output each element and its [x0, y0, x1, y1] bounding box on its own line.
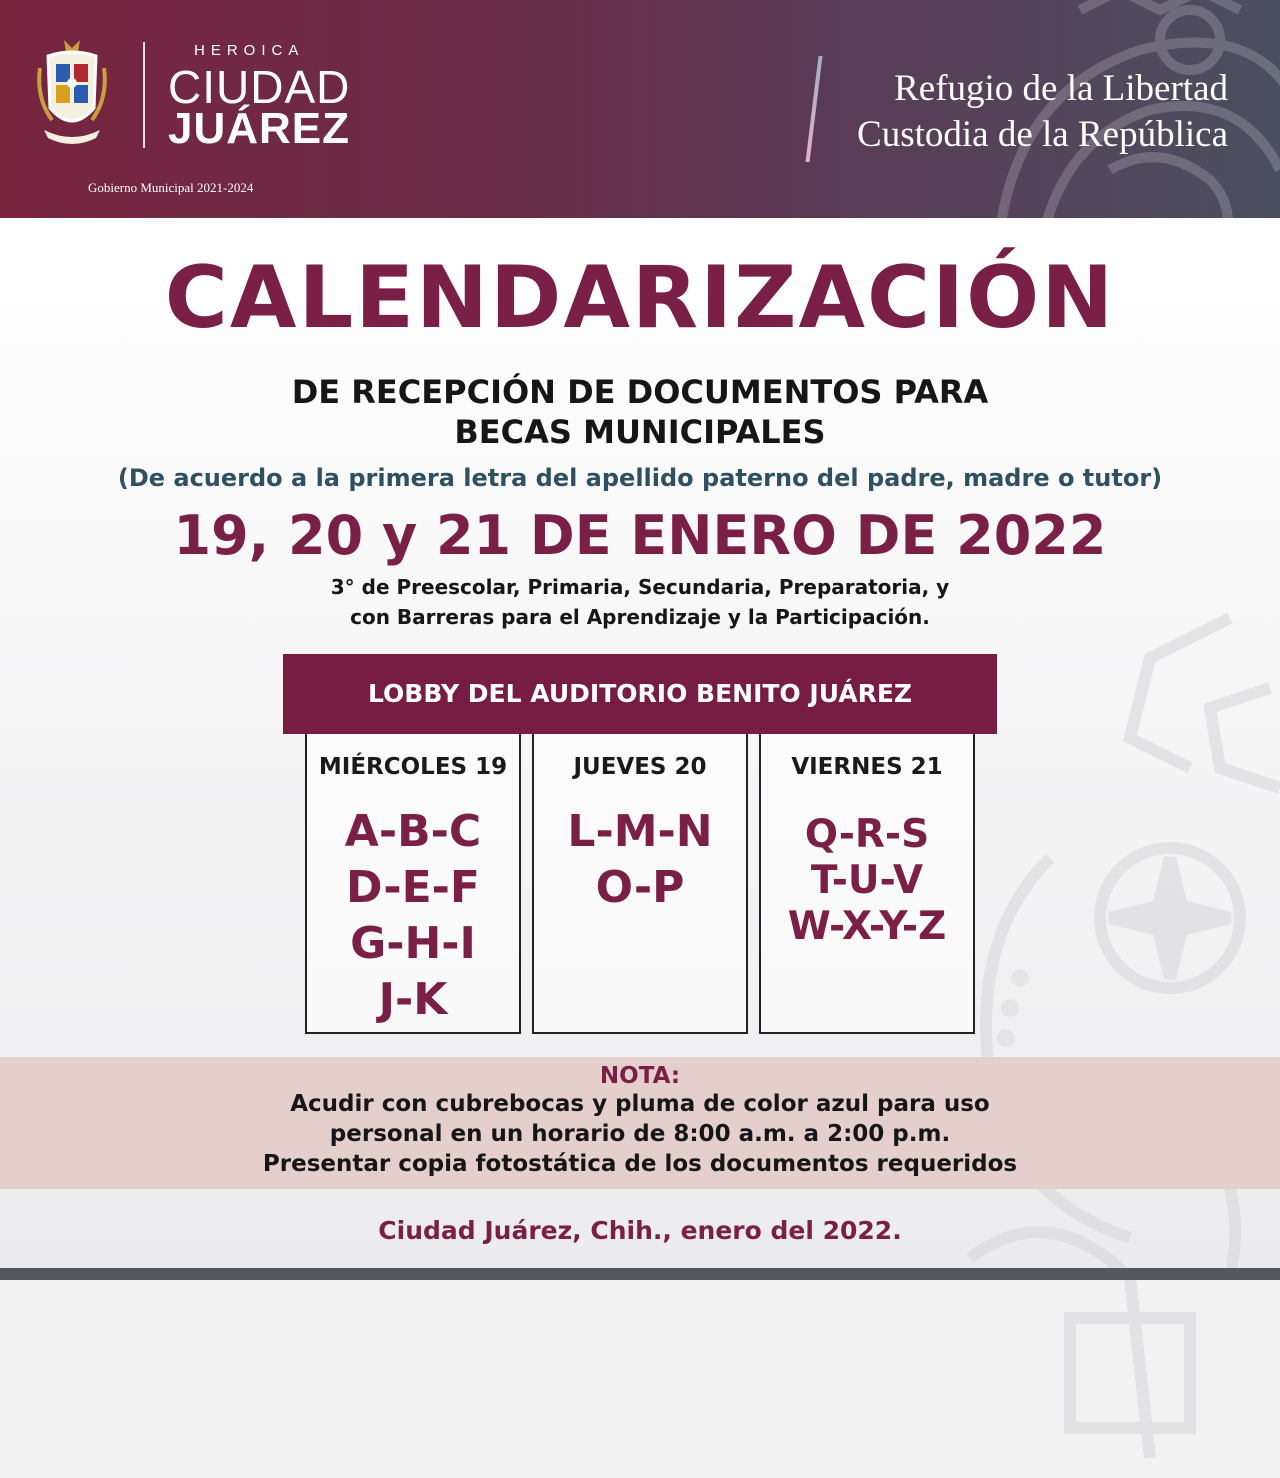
logo-divider [143, 42, 145, 148]
gobierno-municipal: Gobierno Municipal 2021-2024 [88, 180, 254, 195]
day-column-wednesday [305, 734, 521, 1034]
page-title: CALENDARIZACIÓN [164, 248, 1116, 348]
day-label: VIERNES 21 [791, 754, 943, 780]
day-column-thursday [532, 734, 748, 1034]
coat-of-arms-icon [34, 38, 110, 150]
nota-panel [0, 1057, 1280, 1189]
levels-line-2: con Barreras para el Aprendizaje y la Participación. [350, 605, 930, 629]
letter-group: T-U-V [810, 858, 924, 903]
logo-ciudad: CIUDAD [168, 61, 351, 113]
logo-juarez: JUÁREZ [168, 104, 351, 153]
nota-line-2: personal en un horario de 8:00 a.m. a 2:00 p.m. [329, 1121, 951, 1147]
levels-line-1: 3° de Preescolar, Primaria, Secundaria, Preparatoria, y [330, 575, 950, 599]
motto-line-2: Custodia de la República [857, 114, 1228, 155]
letter-group: L-M-N [567, 806, 713, 857]
header-banner [0, 0, 1280, 218]
subtitle-line-1: DE RECEPCIÓN DE DOCUMENTOS PARA [291, 373, 989, 411]
letter-group: Q-R-S [804, 812, 930, 857]
letter-groups [761, 812, 973, 950]
nota-line-1: Acudir con cubrebocas y pluma de color azul para uso [290, 1091, 990, 1117]
criteria-note: (De acuerdo a la primera letra del apellido paterno del padre, madre o tutor) [117, 464, 1163, 492]
motto-line-1: Refugio de la Libertad [894, 68, 1228, 109]
letter-group: O-P [595, 862, 685, 913]
letter-group: A-B-C [344, 806, 482, 857]
letter-groups [534, 804, 746, 916]
motto [828, 66, 1228, 158]
day-label: MIÉRCOLES 19 [318, 754, 508, 780]
day-column-friday [759, 734, 975, 1034]
day-label: JUEVES 20 [573, 754, 707, 780]
logo-heroica: HEROICA [194, 42, 305, 59]
subtitle-line-2: BECAS MUNICIPALES [454, 413, 826, 451]
nota-line-3: Presentar copia fotostática de los documentos requeridos [262, 1151, 1018, 1177]
motto-slash [805, 56, 822, 162]
footer-place-date: Ciudad Juárez, Chih., enero del 2022. [378, 1216, 902, 1245]
letter-group: G-H-I [350, 918, 476, 969]
event-date: 19, 20 y 21 DE ENERO DE 2022 [173, 504, 1107, 567]
footer-bar [0, 1268, 1280, 1280]
letter-groups [307, 804, 519, 1028]
venue-banner: LOBBY DEL AUDITORIO BENITO JUÁREZ [283, 654, 997, 734]
nota-title: NOTA: [599, 1063, 681, 1089]
letter-group: D-E-F [346, 862, 480, 913]
subtitle [0, 372, 1280, 452]
school-levels [0, 572, 1280, 632]
letter-group: W-X-Y-Z [787, 904, 947, 949]
letter-group: J-K [378, 974, 448, 1025]
